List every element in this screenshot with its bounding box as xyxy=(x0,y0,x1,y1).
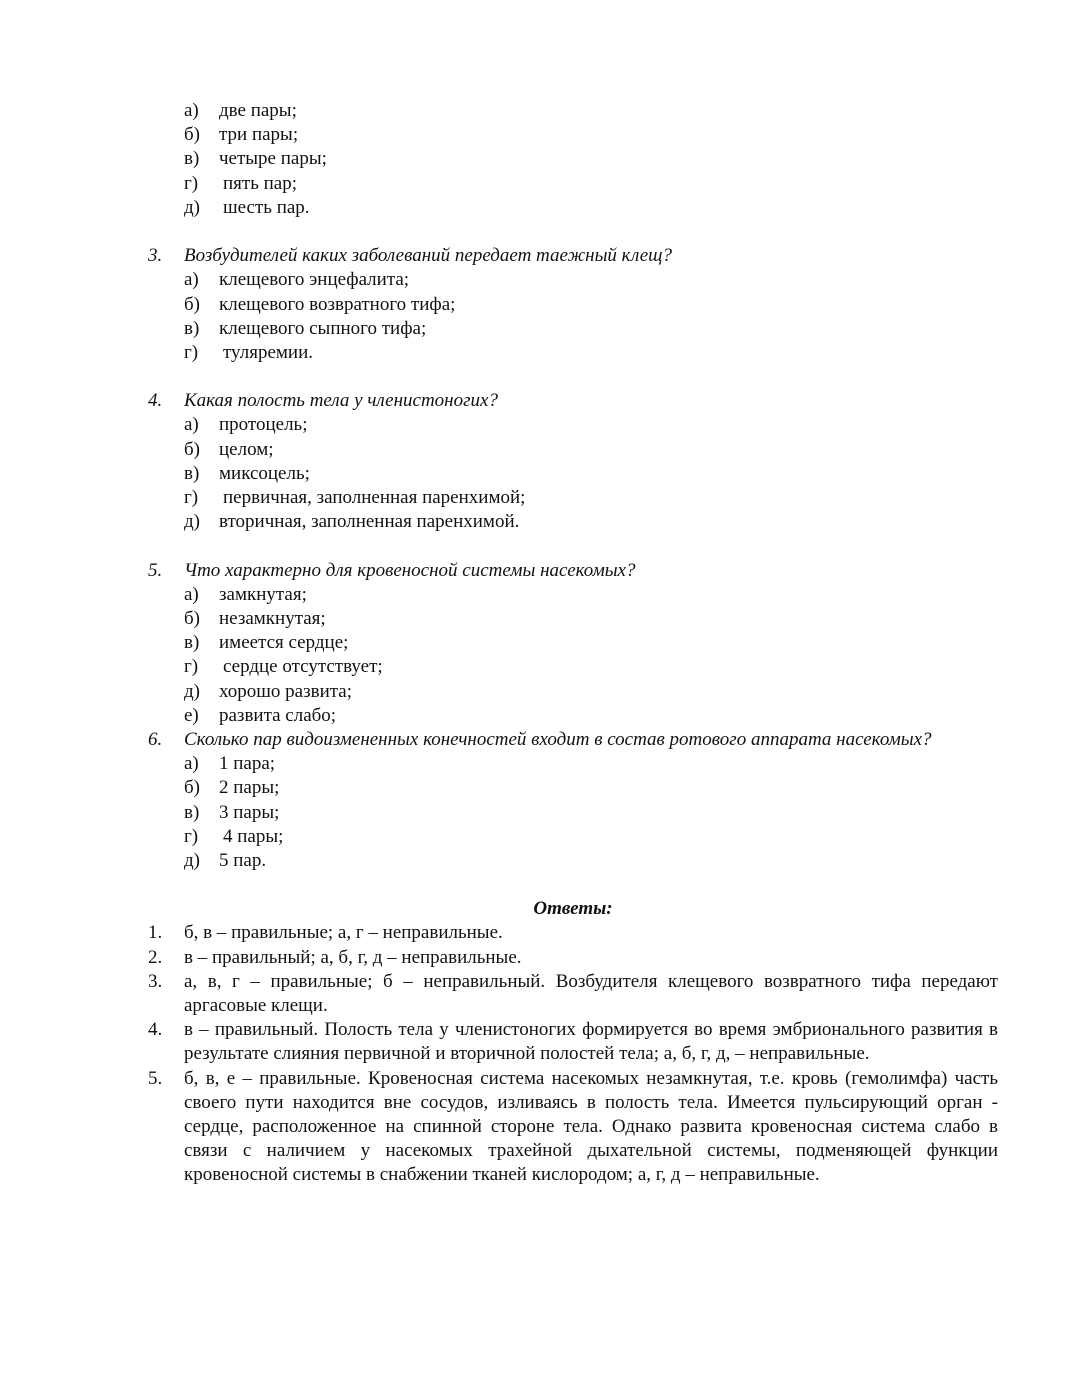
option-label: а) xyxy=(184,269,199,291)
question-5 xyxy=(148,559,998,583)
answer-text: а, в, г – правильные; б – неправильный. Возбудителя клещевого возвратного тифа передают аргасовые клещи. xyxy=(184,970,998,1017)
option-text: 3 пары; xyxy=(219,801,280,823)
question-3 xyxy=(148,244,998,268)
answer-number: 3. xyxy=(148,970,163,992)
question-text: Сколько пар видоизмененных конечностей входит в состав ротового аппарата насекомых? xyxy=(184,728,932,750)
option-text: 4 пары; xyxy=(223,825,284,847)
option-label: в) xyxy=(184,462,200,484)
option-label: в) xyxy=(184,148,200,170)
option-label: г) xyxy=(184,656,199,678)
q5-option-v xyxy=(148,631,998,655)
document-content xyxy=(148,99,998,1188)
option-text: хорошо развита; xyxy=(219,680,352,702)
option-text: пять пар; xyxy=(223,172,298,194)
question-number: 6. xyxy=(148,728,163,750)
option-text: замкнутая; xyxy=(219,583,307,605)
option-label: в) xyxy=(184,317,200,339)
option-label: г) xyxy=(184,341,199,363)
option-text: первичная, заполненная паренхимой; xyxy=(223,487,526,509)
option-label: д) xyxy=(184,849,200,871)
answer-2 xyxy=(148,946,998,970)
option-label: в) xyxy=(184,801,200,823)
option-label: г) xyxy=(184,172,199,194)
option-label: д) xyxy=(184,196,200,218)
option-label: б) xyxy=(184,438,200,460)
answer-number: 2. xyxy=(148,946,163,968)
option-text: две пары; xyxy=(219,100,297,121)
q5-option-a xyxy=(148,583,998,607)
question-6 xyxy=(148,728,998,752)
option-label: в) xyxy=(184,632,200,654)
option-label: а) xyxy=(184,583,199,605)
question-text: Возбудителей каких заболеваний передает таежный клещ? xyxy=(184,245,672,267)
answer-text: в – правильный. Полость тела у членистоногих формируется во время эмбрионального развития в результате слияния первичной и вторичной полостей тела; а, б, г, д, – неправильные. xyxy=(184,1019,998,1065)
q5-option-d xyxy=(148,680,998,704)
option-text: незамкнутая; xyxy=(219,607,326,629)
q6-option-g xyxy=(148,825,998,849)
option-text: целом; xyxy=(219,438,274,460)
q4-option-a xyxy=(148,413,998,437)
answer-3 xyxy=(148,970,998,1018)
q2-option-v xyxy=(148,147,998,171)
option-text: миксоцель; xyxy=(219,462,310,484)
option-text: развита слабо; xyxy=(219,704,337,726)
option-label: д) xyxy=(184,511,200,533)
q5-option-e xyxy=(148,704,998,728)
question-number: 5. xyxy=(148,559,163,581)
spacer xyxy=(148,873,998,897)
q2-options xyxy=(148,99,998,220)
option-text: туляремии. xyxy=(223,341,313,363)
option-label: б) xyxy=(184,607,200,629)
q6-option-v xyxy=(148,801,998,825)
q5-option-b xyxy=(148,607,998,631)
question-number: 3. xyxy=(148,245,163,267)
option-text: клещевого энцефалита; xyxy=(219,269,410,291)
q3-option-a xyxy=(148,268,998,292)
spacer xyxy=(148,220,998,244)
question-4 xyxy=(148,389,998,413)
q6-option-d xyxy=(148,849,998,873)
spacer xyxy=(148,534,998,558)
q5-option-g xyxy=(148,655,998,679)
q4-option-g xyxy=(148,486,998,510)
option-text: 1 пара; xyxy=(219,753,276,775)
q4-option-v xyxy=(148,462,998,486)
question-number: 4. xyxy=(148,390,163,412)
option-text: сердце отсутствует; xyxy=(223,656,383,678)
answer-number: 5. xyxy=(148,1067,163,1089)
q6-option-b xyxy=(148,776,998,800)
q3-option-b xyxy=(148,293,998,317)
option-text: клещевого возвратного тифа; xyxy=(219,293,456,315)
answer-text: б, в – правильные; а, г – неправильные. xyxy=(184,922,503,944)
option-label: а) xyxy=(184,100,199,121)
option-label: а) xyxy=(184,414,199,436)
answer-text: б, в, е – правильные. Кровеносная система насекомых незамкнутая, т.е. кровь (гемолимфа) часть своего пути находится вне сосудов, изливаясь в полость тела. Имеется пульсирующий орган - сердце, расположенное на спинной стороне тела. Однако развита кровеносная система слабо в связи с наличием у насекомых трахейной дыхательной системы, подменяющей функции кровеносной системы в снабжении тканей кислородом; а, г, д – неправильные. xyxy=(184,1067,998,1186)
option-text: вторичная, заполненная паренхимой. xyxy=(219,511,520,533)
option-text: имеется сердце; xyxy=(219,632,349,654)
q6-option-a xyxy=(148,752,998,776)
option-label: г) xyxy=(184,825,199,847)
option-label: е) xyxy=(184,704,199,726)
option-label: г) xyxy=(184,487,199,509)
answers-title: Ответы: xyxy=(533,898,613,920)
option-text: четыре пары; xyxy=(219,148,327,170)
answer-number: 1. xyxy=(148,922,163,944)
q2-option-b xyxy=(148,123,998,147)
option-text: клещевого сыпного тифа; xyxy=(219,317,427,339)
option-text: шесть пар. xyxy=(223,196,310,218)
answer-number: 4. xyxy=(148,1019,163,1041)
option-text: 2 пары; xyxy=(219,777,280,799)
answer-1 xyxy=(148,921,998,945)
q3-option-g xyxy=(148,341,998,365)
answer-4 xyxy=(148,1018,998,1066)
option-text: 5 пар. xyxy=(219,849,267,871)
answer-5 xyxy=(148,1067,998,1188)
option-label: д) xyxy=(184,680,200,702)
option-label: б) xyxy=(184,293,200,315)
answer-text: в – правильный; а, б, г, д – неправильные. xyxy=(184,946,522,968)
option-label: б) xyxy=(184,124,200,146)
q4-option-d xyxy=(148,510,998,534)
option-label: б) xyxy=(184,777,200,799)
q2-option-a xyxy=(148,99,998,123)
q4-option-b xyxy=(148,438,998,462)
q2-option-g xyxy=(148,172,998,196)
question-text: Что характерно для кровеносной системы насекомых? xyxy=(184,559,636,581)
option-text: протоцель; xyxy=(219,414,308,436)
option-label: а) xyxy=(184,753,199,775)
q3-option-v xyxy=(148,317,998,341)
spacer xyxy=(148,365,998,389)
question-text: Какая полость тела у членистоногих? xyxy=(184,390,498,412)
q2-option-d xyxy=(148,196,998,220)
option-text: три пары; xyxy=(219,124,299,146)
